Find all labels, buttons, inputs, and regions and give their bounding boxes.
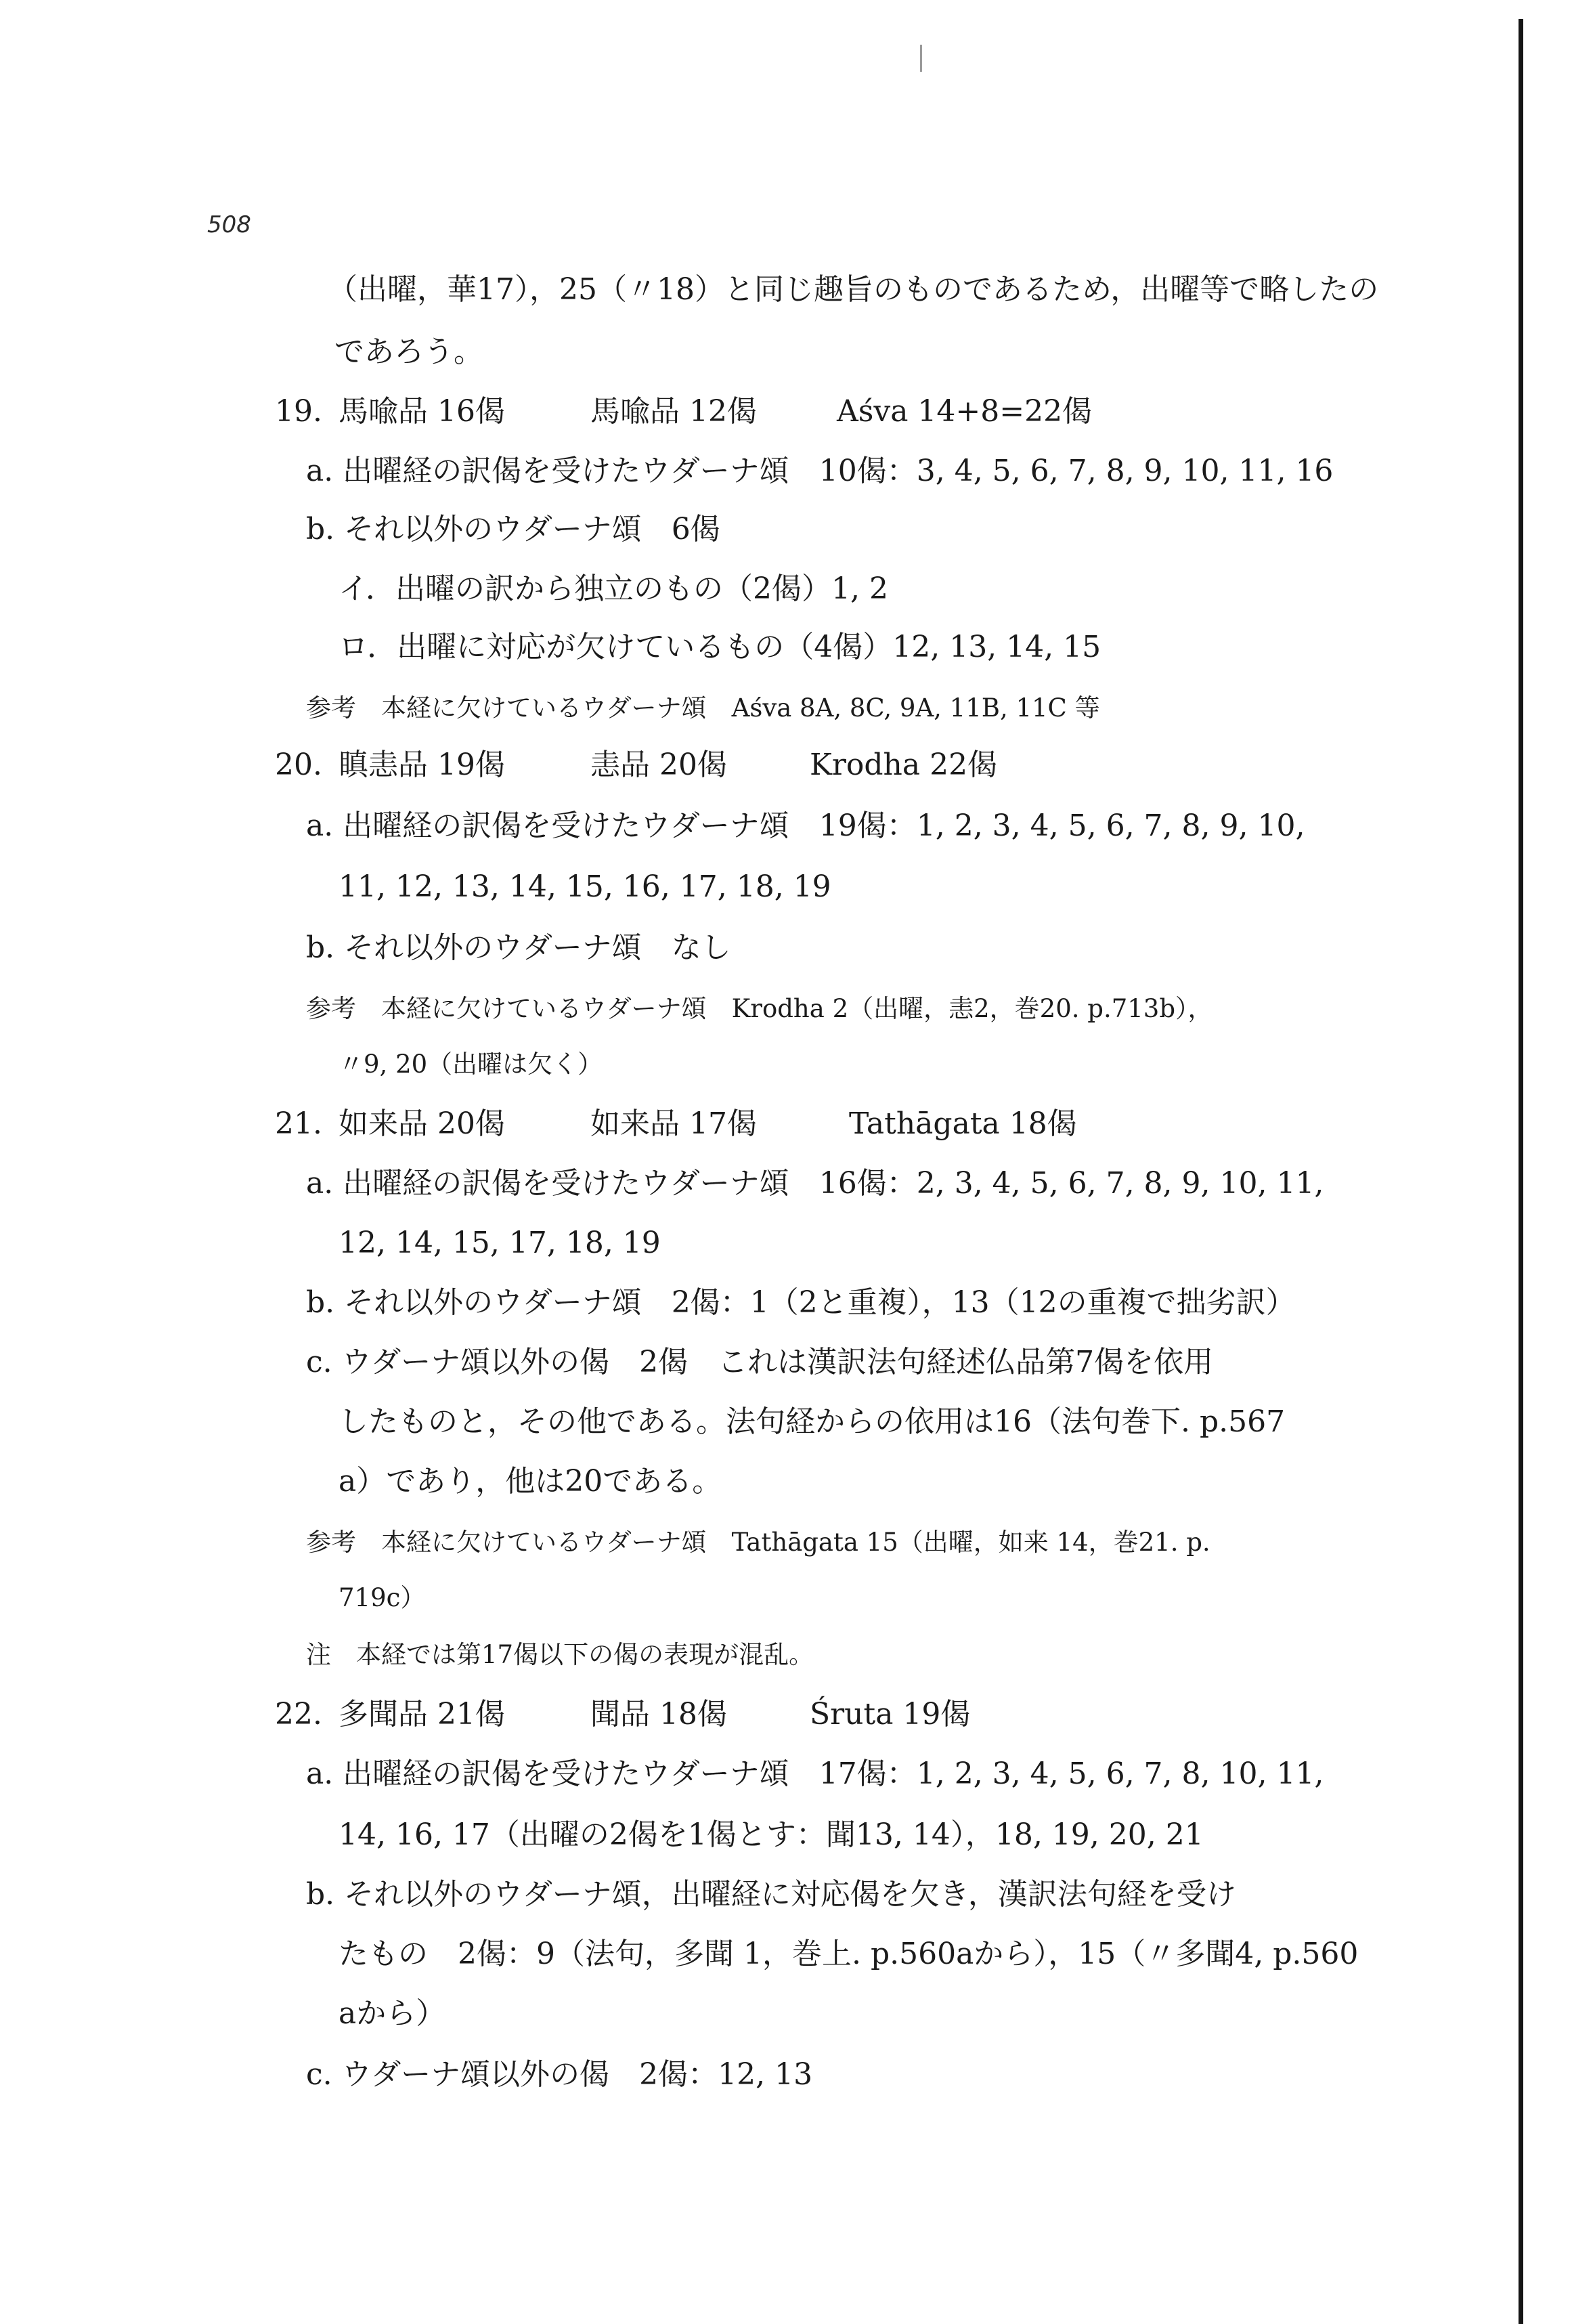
page-number: 508 — [207, 211, 251, 238]
reference-line: 参考 本経に欠けているウダーナ頌 Krodha 2（出曜，恚2，巻20. p.713b）， — [306, 994, 1213, 1023]
text-line: ロ．出曜に対応が欠けているもの（4偈）12, 13, 14, 15 — [339, 630, 1101, 664]
heading-col-a: 多聞品 21偈 — [339, 1697, 505, 1731]
reference-line: 参考 本経に欠けているウダーナ頌 Aśva 8A, 8C, 9A, 11B, 11C 等 — [306, 693, 1100, 723]
section-heading-22 — [275, 1694, 971, 1735]
heading-col-c: Śruta 19偈 — [810, 1697, 971, 1731]
heading-col-b: 恚品 20偈 — [590, 748, 727, 782]
text-line: イ．出曜の訳から独立のもの（2偈）1, 2 — [339, 572, 888, 606]
text-line: b. それ以外のウダーナ頌 6偈 — [306, 512, 720, 546]
text-line: a. 出曜経の訳偈を受けたウダーナ頌 10偈：3, 4, 5, 6, 7, 8, 9, 10, 11, 16 — [306, 454, 1334, 488]
section-number: 21. — [275, 1106, 322, 1141]
heading-col-c: Tathāgata 18偈 — [849, 1106, 1077, 1141]
text-line: a. 出曜経の訳偈を受けたウダーナ頌 17偈：1, 2, 3, 4, 5, 6, 7, 8, 10, 11, — [306, 1757, 1324, 1791]
heading-col-b: 聞品 18偈 — [590, 1697, 727, 1731]
text-line: c. ウダーナ頌以外の偈 2偈：12, 13 — [306, 2057, 813, 2092]
section-heading-20 — [275, 745, 998, 786]
heading-col-a: 馬喩品 16偈 — [339, 394, 505, 429]
section-number: 19. — [275, 394, 322, 429]
text-line: b. それ以外のウダーナ頌，出曜経に対応偈を欠き，漢訳法句経を受け — [306, 1877, 1236, 1912]
text-line: たもの 2偈：9（法句，多聞 1，巻上. p.560aから），15（〃多聞4, p.560 — [339, 1937, 1359, 1971]
section-number: 22. — [275, 1697, 322, 1731]
text-line: 11, 12, 13, 14, 15, 16, 17, 18, 19 — [339, 869, 831, 904]
page-edge-line — [1519, 19, 1523, 2324]
text-line: aから） — [339, 1996, 446, 2031]
text-line: a. 出曜経の訳偈を受けたウダーナ頌 16偈：2, 3, 4, 5, 6, 7, 8, 9, 10, 11, — [306, 1166, 1324, 1201]
note-line: 注 本経では第17偈以下の偈の表現が混乱。 — [306, 1640, 814, 1669]
heading-col-c: Krodha 22偈 — [810, 748, 998, 782]
reference-line: 〃9, 20（出曜は欠く） — [339, 1050, 603, 1079]
reference-line: 参考 本経に欠けているウダーナ頌 Tathāgata 15（出曜，如来 14，巻21. p. — [306, 1528, 1210, 1557]
text-line: したものと，その他である。法句経からの依用は16（法句巻下. p.567 — [339, 1404, 1286, 1439]
heading-col-b: 如来品 17偈 — [590, 1106, 757, 1141]
text-line: であろう。 — [334, 335, 483, 369]
heading-col-c: Aśva 14+8=22偈 — [837, 394, 1093, 429]
text-line: （出曜，華17），25（〃18）と同じ趣旨のものであるため，出曜等で略したの — [328, 272, 1379, 307]
section-number: 20. — [275, 748, 322, 782]
heading-col-a: 如来品 20偈 — [339, 1106, 505, 1141]
section-heading-21 — [275, 1104, 1077, 1144]
text-line: a）であり，他は20である。 — [339, 1464, 722, 1499]
text-line: b. それ以外のウダーナ頌 2偈：1（2と重複），13（12の重複で拙劣訳） — [306, 1285, 1296, 1320]
section-heading-19 — [275, 391, 1093, 432]
text-line: 12, 14, 15, 17, 18, 19 — [339, 1226, 661, 1260]
reference-line: 719c） — [339, 1583, 426, 1612]
text-line: b. それ以外のウダーナ頌 なし — [306, 930, 731, 965]
heading-col-a: 瞋恚品 19偈 — [339, 748, 505, 782]
heading-col-b: 馬喩品 12偈 — [590, 394, 757, 429]
text-line: 14, 16, 17（出曜の2偈を1偈とす：聞13, 14），18, 19, 20, 21 — [339, 1817, 1204, 1852]
text-line: a. 出曜経の訳偈を受けたウダーナ頌 19偈：1, 2, 3, 4, 5, 6, 7, 8, 9, 10, — [306, 809, 1305, 843]
scan-mark — [920, 45, 922, 72]
text-line: c. ウダーナ頌以外の偈 2偈 これは漢訳法句経述仏品第7偈を依用 — [306, 1345, 1214, 1379]
